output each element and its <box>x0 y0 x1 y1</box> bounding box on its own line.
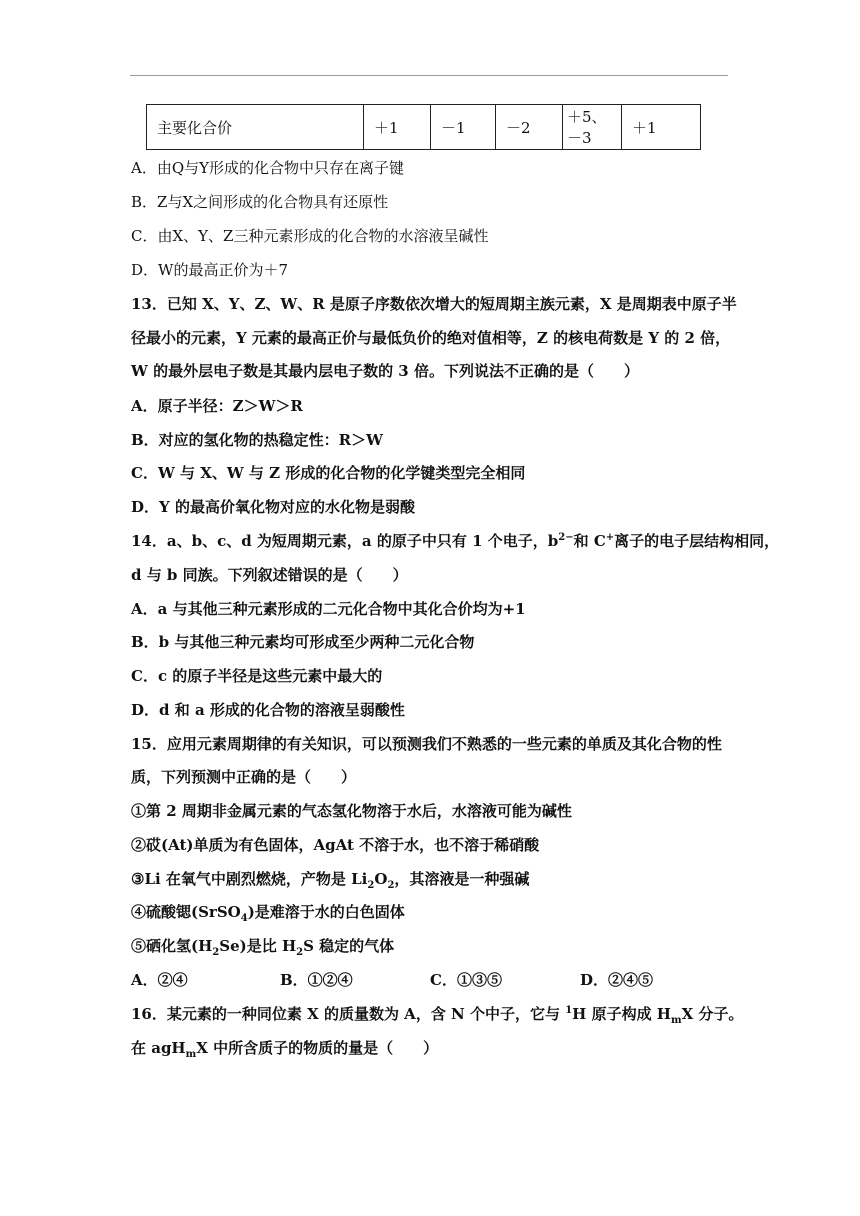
table-cell: －1 <box>431 105 496 150</box>
statement-text: ③Li 在氧气中剧烈燃烧，产物是 Li <box>131 870 368 888</box>
charge-superscript: 2− <box>558 532 574 543</box>
charge-superscript: + <box>605 532 615 543</box>
q13-stem-line: 径最小的元素，Y 元素的最高正价与最低负价的绝对值相等，Z 的核电荷数是 Y 的 2 倍， <box>131 329 731 347</box>
q14-stem-text: 和 C <box>573 532 606 550</box>
q14-option-c: C．c 的原子半径是这些元素中最大的 <box>131 667 383 685</box>
q13-stem-line: W 的最外层电子数是其最内层电子数的 3 倍。下列说法不正确的是（ ） <box>131 362 639 380</box>
q16-stem-text: 在 agH <box>131 1039 186 1057</box>
q12-option-b: B．Z与X之间形成的化合物具有还原性 <box>131 193 389 211</box>
q15-statement-2: ②砹(At)单质为有色固体，AgAt 不溶于水，也不溶于稀硝酸 <box>131 836 540 854</box>
q15-stem-line: 15．应用元素周期律的有关知识，可以预测我们不熟悉的一些元素的单质及其化合物的性 <box>131 735 722 753</box>
q15-option-d: D．②④⑤ <box>580 971 654 989</box>
q15-statement-1: ①第 2 周期非金属元素的气态氢化物溶于水后，水溶液可能为碱性 <box>131 802 572 820</box>
q14-option-d: D．d 和 a 形成的化合物的溶液呈弱酸性 <box>131 701 405 719</box>
subscript: 4 <box>240 913 248 924</box>
q16-stem-text: 16．某元素的一种同位素 X 的质量数为 A，含 N 个中子，它与 <box>131 1005 566 1023</box>
valence-table <box>146 104 701 150</box>
subscript: 2 <box>387 880 395 891</box>
q16-stem-text: X 中所含质子的物质的量是（ ） <box>196 1039 439 1057</box>
q13-option-b: B．对应的氢化物的热稳定性：R＞W <box>131 431 383 449</box>
table-cell: ＋1 <box>622 105 701 150</box>
q16-stem-text: H 原子构成 H <box>572 1005 671 1023</box>
q13-option-d: D．Y 的最高价氧化物对应的水化物是弱酸 <box>131 498 415 516</box>
mass-number-superscript: 1 <box>565 1005 573 1016</box>
q12-option-c: C．由X、Y、Z三种元素形成的化合物的水溶液呈碱性 <box>131 227 489 245</box>
q16-stem-line <box>131 1004 743 1024</box>
subscript: 2 <box>296 947 304 958</box>
statement-text: Se)是比 H <box>219 937 297 955</box>
q14-stem-text: 14．a、b、c、d 为短周期元素，a 的原子中只有 1 个电子，b <box>131 532 559 550</box>
q13-option-c: C．W 与 X、W 与 Z 形成的化合物的化学键类型完全相同 <box>131 464 526 482</box>
q12-option-a: A．由Q与Y形成的化合物中只存在离子键 <box>131 159 405 177</box>
statement-text: S 稳定的气体 <box>303 937 395 955</box>
table-cell: ＋1 <box>364 105 431 150</box>
q15-statement-5 <box>131 936 394 956</box>
q16-stem-text: X 分子。 <box>681 1005 744 1023</box>
q13-option-a: A．原子半径：Z＞W＞R <box>131 397 303 415</box>
table-label-cell: 主要化合价 <box>147 105 364 150</box>
q14-option-a: A．a 与其他三种元素形成的二元化合物中其化合价均为+1 <box>131 600 526 618</box>
q15-option-c: C．①③⑤ <box>430 971 502 989</box>
statement-text: ④硫酸锶(SrSO <box>131 903 241 921</box>
subscript: m <box>185 1049 197 1060</box>
table-cell: ＋5、－3 <box>563 105 622 150</box>
statement-text: ⑤硒化氢(H <box>131 937 213 955</box>
q15-option-b: B．①②④ <box>280 971 353 989</box>
q15-statement-3 <box>131 869 529 889</box>
q16-stem-line <box>131 1038 438 1058</box>
statement-text: ，其溶液是一种强碱 <box>394 870 530 888</box>
q15-stem-line: 质，下列预测中正确的是（ ） <box>131 768 357 786</box>
q15-statement-4 <box>131 902 405 922</box>
statement-text: O <box>374 870 388 888</box>
header-rule <box>130 75 728 76</box>
q14-stem-line <box>131 531 779 551</box>
q12-option-d: D．W的最高正价为＋7 <box>131 261 288 279</box>
subscript: m <box>670 1015 682 1026</box>
q15-option-a: A．②④ <box>131 971 188 989</box>
statement-text: )是难溶于水的白色固体 <box>247 903 405 921</box>
q14-stem-line: d 与 b 同族。下列叙述错误的是（ ） <box>131 566 408 584</box>
subscript: 2 <box>367 880 375 891</box>
subscript: 2 <box>212 947 220 958</box>
q14-option-b: B．b 与其他三种元素均可形成至少两种二元化合物 <box>131 633 475 651</box>
table-cell: －2 <box>496 105 563 150</box>
table-row <box>147 105 701 150</box>
q14-stem-text: 离子的电子层结构相同， <box>614 532 780 550</box>
q13-stem-line: 13．已知 X、Y、Z、W、R 是原子序数依次增大的短周期主族元素，X 是周期表中原子半 <box>131 295 737 313</box>
